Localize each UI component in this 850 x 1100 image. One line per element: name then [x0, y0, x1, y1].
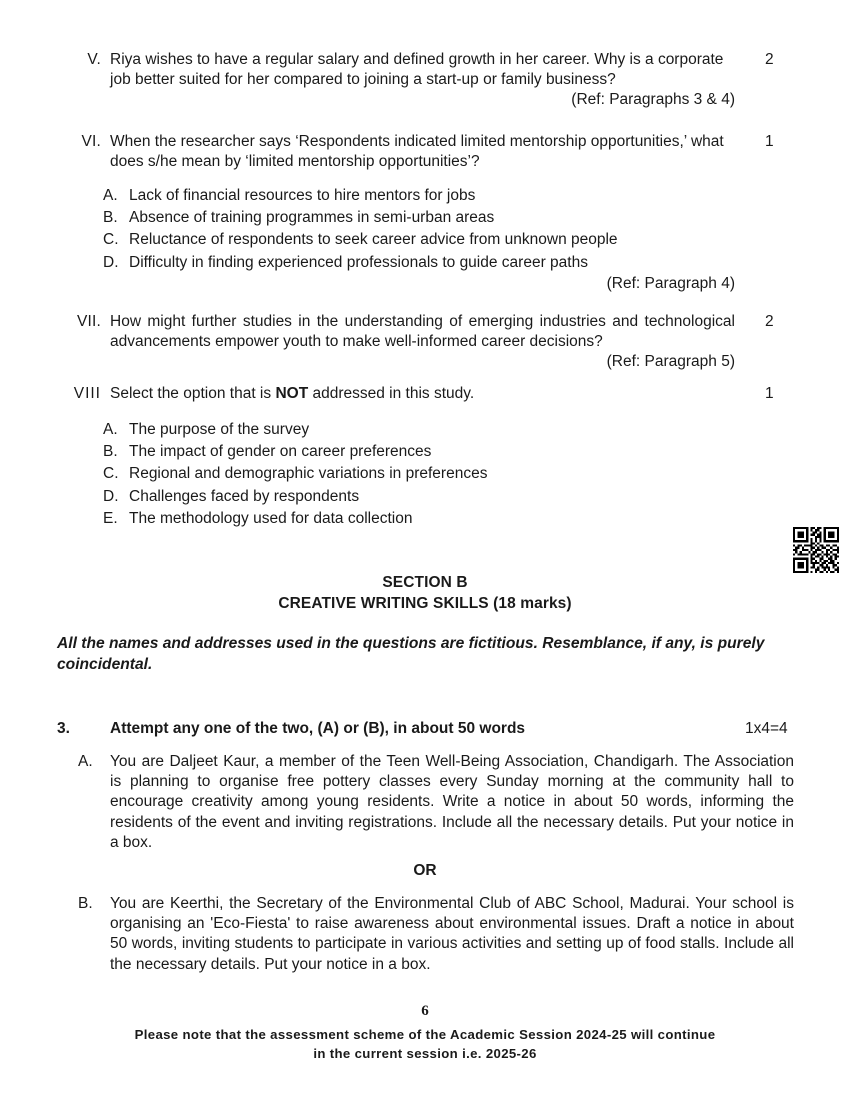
option-item[interactable]	[103, 486, 487, 508]
option-letter: B.	[103, 209, 118, 227]
option-text: Regional and demographic variations in preferences	[129, 465, 488, 483]
qr-code-image	[793, 527, 839, 573]
question-viii-marks: 1	[765, 385, 774, 402]
question-vi-text: When the researcher says ‘Respondents indicated limited mentorship opportunities,’ what does s/he mean by ‘limited mentorship opportunities’?	[110, 133, 724, 170]
or-separator: OR	[413, 862, 437, 879]
question-viii-numeral: VIII	[73, 385, 101, 402]
option-item[interactable]	[103, 463, 487, 485]
question-v-numeral: V.	[87, 51, 101, 68]
option-text: Absence of training programmes in semi-urban areas	[129, 209, 495, 227]
option-letter: D.	[103, 253, 119, 271]
question-vi-options	[103, 185, 618, 274]
question-vii-body: How might further studies in the understanding of emerging industries and technological advancements empower youth to make well-informed career decisions?	[110, 313, 735, 350]
question-vii-numeral: VII.	[76, 313, 101, 330]
question-viii-text-post: addressed in this study.	[308, 385, 475, 402]
option-item[interactable]	[103, 185, 618, 207]
option-text: Difficulty in finding experienced professionals to guide career paths	[129, 253, 588, 271]
question-3-title: Attempt any one of the two, (A) or (B), in about 50 words	[110, 720, 526, 737]
option-letter: D.	[103, 487, 119, 505]
question-3-number: 3.	[57, 720, 70, 737]
option-letter: C.	[103, 465, 119, 483]
option-item[interactable]	[103, 419, 487, 441]
question-vii-ref: (Ref: Paragraph 5)	[606, 353, 735, 370]
question-viii-options	[103, 419, 487, 530]
section-b-subheading: CREATIVE WRITING SKILLS (18 marks)	[278, 595, 572, 612]
question-v-ref: (Ref: Paragraphs 3 & 4)	[571, 91, 735, 108]
question-3-option-a-text: You are Daljeet Kaur, a member of the Teen Well-Being Association, Chandigarh. The Association is planning to organise free pottery classes every Sunday morning at the community hall to encourage creativity among young residents. Write a notice in about 50 words, informing the residents of the event and inviting registrations. Include all the necessary details. Put your notice in a box.	[110, 753, 794, 851]
question-3-option-b-text: You are Keerthi, the Secretary of the Environmental Club of ABC School, Madurai. Your school is organising an 'Eco-Fiesta' to raise awareness about environmental issues. Draft a notice in about 50 words, inviting students to participate in various activities and setting up of food stalls. Include all the necessary details. Put your notice in a box.	[110, 895, 794, 973]
option-item[interactable]	[103, 441, 487, 463]
question-viii-text-pre: Select the option that is	[110, 385, 276, 402]
fictitious-names-disclaimer: All the names and addresses used in the questions are fictitious. Resemblance, if any, is purely coincidental.	[57, 635, 765, 673]
option-letter: A.	[103, 187, 118, 204]
question-vii-marks: 2	[765, 313, 774, 330]
option-text: The purpose of the survey	[129, 421, 310, 438]
option-letter: A.	[103, 421, 118, 438]
footer-note-line2: in the current session i.e. 2025-26	[313, 1046, 537, 1061]
option-text: Challenges faced by respondents	[129, 487, 360, 505]
qr-code-icon	[793, 527, 839, 573]
question-vii-text	[110, 312, 735, 352]
option-item[interactable]	[103, 252, 618, 274]
question-vi-ref: (Ref: Paragraph 4)	[606, 275, 735, 292]
footer-note-line1: Please note that the assessment scheme of the Academic Session 2024-25 will continue	[134, 1027, 716, 1042]
option-item[interactable]	[103, 207, 618, 229]
question-vi-numeral: VI.	[81, 133, 101, 150]
question-3-option-a-letter: A.	[78, 753, 93, 770]
option-item[interactable]	[103, 508, 487, 530]
option-text: The impact of gender on career preferences	[129, 443, 432, 461]
option-item[interactable]	[103, 229, 618, 251]
question-vi-marks: 1	[765, 133, 774, 150]
question-viii-text-bold: NOT	[275, 385, 309, 402]
option-text: The methodology used for data collection	[129, 509, 413, 527]
option-text: Reluctance of respondents to seek career advice from unknown people	[129, 231, 618, 249]
option-letter: E.	[103, 509, 118, 527]
question-3-option-b-letter: B.	[78, 895, 93, 912]
page-number: 6	[421, 1003, 429, 1019]
question-v-text	[110, 50, 735, 110]
question-v-body: Riya wishes to have a regular salary and defined growth in her career. Why is a corporate job better suited for her compared to joining a start-up or family business?	[110, 51, 724, 88]
question-viii-text	[110, 384, 735, 404]
section-b-heading: SECTION B	[382, 574, 468, 591]
option-text: Lack of financial resources to hire mentors for jobs	[129, 187, 476, 204]
question-3-marks: 1x4=4	[745, 720, 788, 737]
question-v-marks: 2	[765, 51, 774, 68]
option-letter: B.	[103, 443, 118, 461]
option-letter: C.	[103, 231, 119, 249]
